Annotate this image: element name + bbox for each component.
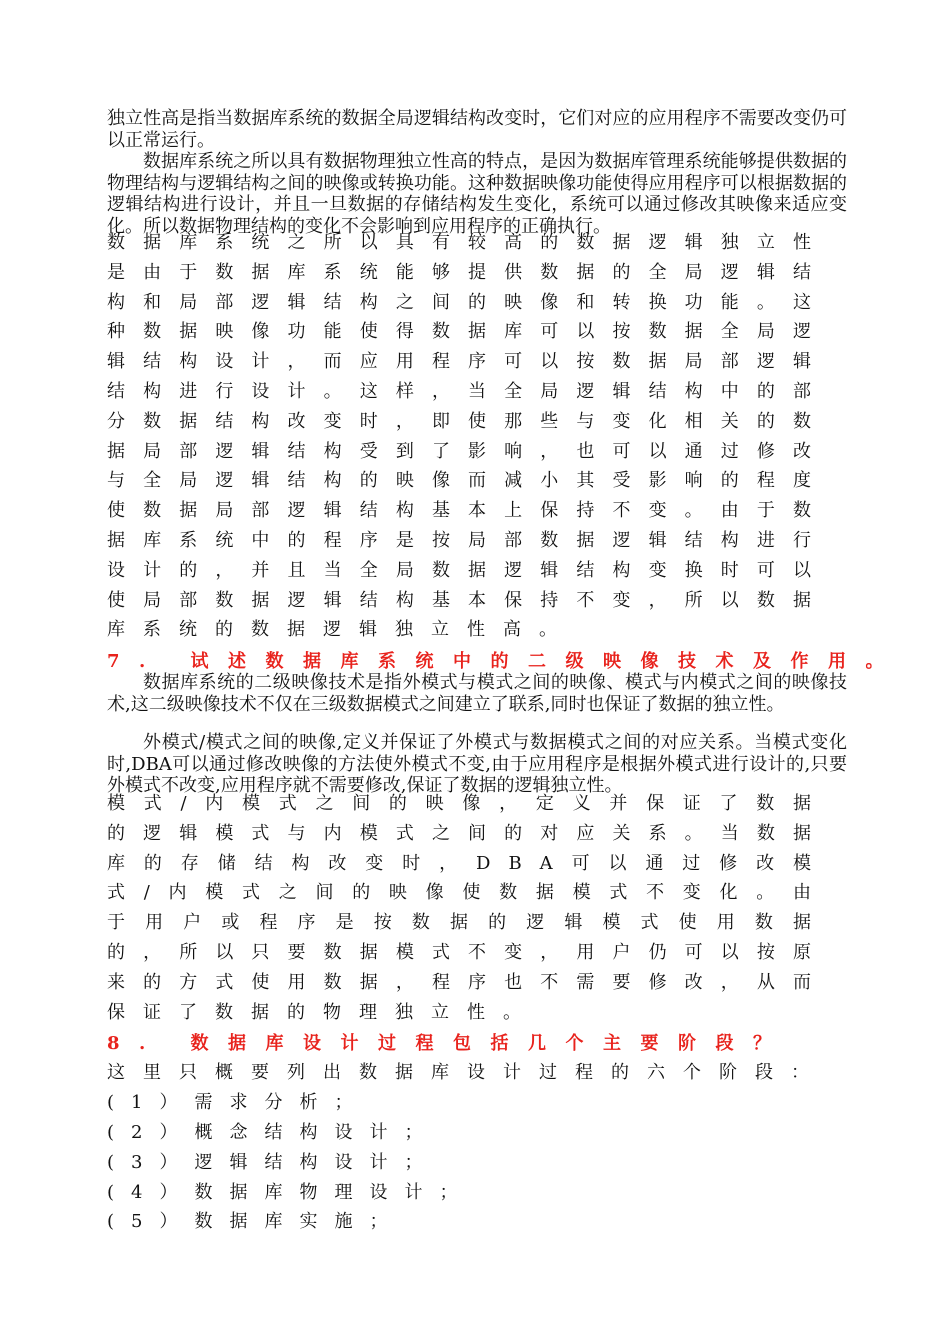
question-7-heading: 7. 试述数据库系统中的二级映像技术及作用。: [107, 651, 904, 672]
paragraph-logical-independence: 数据库系统之所以具有较高的数据逻辑独立性是由于数据库系统能够提供数据的全局逻辑结构和局部逻辑结构之间的映像和转换功能。这种数据映像功能使得数据库可以按数据全局逻辑结构设计，而应用程序可以按数据局部逻辑结构进行设计。这样，当全局逻辑结构中的部分数据结构改变时，即使那些与变化相关的数据局部逻辑结构受到了影响，也可以通过修改与全局逻辑结构的映像而减小其受影响的程度使数据局部逻辑结构基本上保持不变。由于数据库系统中的程序是按局部数据逻辑结构进行设计的，并且当全局数据逻辑结构变换时可以使局部数据逻辑结构基本保持不变，所以数据库系统的数据逻辑独立性高。: [107, 232, 829, 641]
paragraph-external-schema-mapping: 外模式/模式之间的映像,定义并保证了外模式与数据模式之间的对应关系。当模式变化时,DBA可以通过修改映像的方法使外模式不变,由于应用程序是根据外模式进行设计的,只要外模式不改变,应用程序就不需要修改,保证了数据的逻辑独立性。: [107, 732, 847, 796]
question-8-heading: 8. 数据库设计过程包括几个主要阶段？: [107, 1033, 791, 1054]
list-item: (3）逻辑结构设计；: [107, 1152, 440, 1173]
paragraph-physical-independence: 数据库系统之所以具有数据物理独立性高的特点，是因为数据库管理系统能够提供数据的物理结构与逻辑结构之间的映像或转换功能。这种数据映像功能使得应用程序可以根据数据的逻辑结构进行设计，并且一旦数据的存储结构发生变化，系统可以通过修改其映像来适应变化。所以数据物理结构的变化不会影响到应用程序的正确执行。: [107, 151, 847, 237]
list-item: (4）数据库物理设计；: [107, 1182, 475, 1203]
design-stages-intro: 这里只概要列出数据库设计过程的六个阶段：: [107, 1062, 827, 1083]
paragraph-two-level-mapping: 数据库系统的二级映像技术是指外模式与模式之间的映像、模式与内模式之间的映像技术,这二级映像技术不仅在三级数据模式之间建立了联系,同时也保证了数据的独立性。: [107, 672, 847, 715]
list-item: (5）数据库实施；: [107, 1211, 405, 1232]
paragraph-internal-schema-mapping: 模式/内模式之间的映像，定义并保证了数据的逻辑模式与内模式之间的对应关系。当数据库的存储结构改变时，DBA可以通过修改模式/内模式之间的映像使数据模式不变化。由于用户或程序是按数据的逻辑模式使用数据的，所以只要数据模式不变，用户仍可以按原来的方式使用数据，程序也不需要修改，从而保证了数据的物理独立性。: [107, 793, 829, 1023]
list-item: (2）概念结构设计；: [107, 1122, 440, 1143]
list-item: (1）需求分析；: [107, 1092, 370, 1113]
paragraph-independence-definition: 独立性高是指当数据库系统的数据全局逻辑结构改变时，它们对应的应用程序不需要改变仍可以正常运行。: [107, 108, 847, 151]
